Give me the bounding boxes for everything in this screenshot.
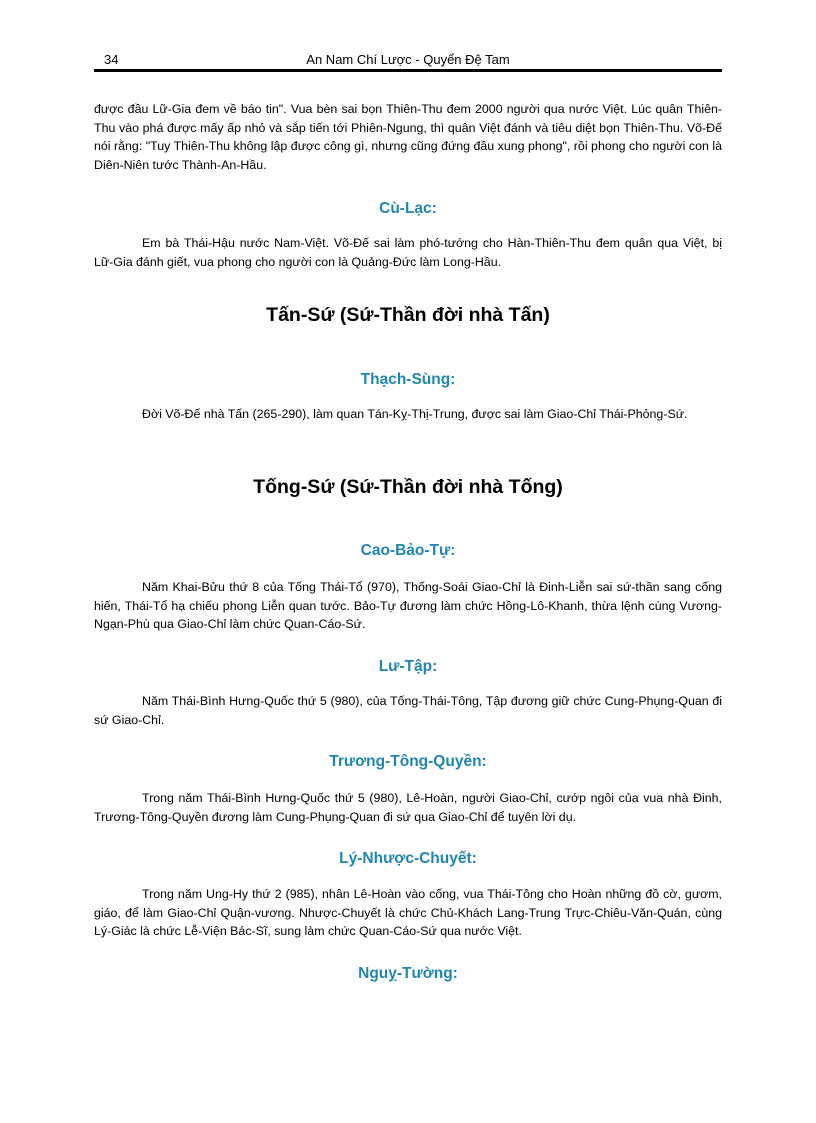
header-rule [94,69,722,72]
paragraph-truong-tong-quyen: Trong năm Thái-Bình Hưng-Quốc thứ 5 (980), Lê-Hoàn, người Giao-Chỉ, cướp ngôi của vua nhà Đinh, Trương-Tông-Quyền đương làm Cung-Phụng-Quan đi sứ qua Giao-Chỉ để tuyên lời dụ. [94,791,722,824]
section-heading-tong-su: Tống-Sứ (Sứ-Thần đời nhà Tống) [253,476,563,498]
subheading-lu-tap: Lư-Tập: [378,658,438,675]
paragraph-lu-tap: Năm Thái-Bình Hưng-Quốc thứ 5 (980), của Tống-Thái-Tông, Tập đương giữ chức Cung-Phụng-Quan đi sứ Giao-Chỉ. [94,694,722,727]
paragraph-continuation: được đầu Lữ-Gia đem về báo tin". Vua bèn sai bọn Thiên-Thu đem 2000 người qua nước Việt. Lúc quân Thiên-Thu vào phá được mấy ấp nhỏ và sắp tiến tới Phiên-Ngung, thì quân Việt đánh và tiêu diệt bọn Thiên-Thu. Võ-Đế nói rằng: "Tuy Thiên-Thu không lập được công gì, nhưng cũng đứng đầu xung phong", rồi phong cho người con là Diên-Niên tước Thành-An-Hầu. [94,102,722,172]
paragraph-cao-bao-tu: Năm Khai-Bửu thứ 8 của Tống Thái-Tổ (970), Thống-Soái Giao-Chỉ là Đinh-Liễn sai sứ-thần sang cống hiến, Thái-Tổ hạ chiếu phong Liễn quan tước. Bảo-Tự đương làm chức Hồng-Lô-Khanh, thừa lệnh cùng Vương-Ngạn-Phù qua Giao-Chỉ làm chức Quan-Cáo-Sứ. [94,580,722,631]
subheading-ly-nhuoc-chuyet: Lý-Nhược-Chuyết: [339,850,477,867]
paragraph-cu-lac: Em bà Thái-Hậu nước Nam-Việt. Võ-Đế sai làm phó-tướng cho Hàn-Thiên-Thu đem quân qua Việt, bị Lữ-Gia đánh giết, vua phong cho người con là Quảng-Đức làm Long-Hầu. [94,236,722,269]
subheading-thach-sung: Thạch-Sùng: [360,371,456,388]
subheading-nguy-tuong: Nguỵ-Tường: [358,965,458,982]
subheading-cu-lac: Cù-Lạc: [379,200,437,217]
subheading-truong-tong-quyen: Trương-Tông-Quyền: [329,753,487,770]
running-title: An Nam Chí Lược - Quyển Đệ Tam [306,52,510,67]
paragraph-ly-nhuoc-chuyet: Trong năm Ung-Hy thứ 2 (985), nhân Lê-Hoàn vào cống, vua Thái-Tông cho Hoàn những đồ cờ, gươm, giáo, để làm Giao-Chỉ Quận-vương. Nhược-Chuyết là chức Chủ-Khách Lang-Trung Trực-Chiêu-Văn-Quán, cùng Lý-Giác là chức Lễ-Viện Bác-Sĩ, sung làm chức Quan-Cáo-Sứ qua nước Việt. [94,887,722,938]
section-heading-tan-su: Tấn-Sứ (Sứ-Thần đời nhà Tấn) [266,304,550,326]
subheading-cao-bao-tu: Cao-Bảo-Tự: [360,542,456,559]
paragraph-thach-sung: Đời Võ-Đế nhà Tấn (265-290), làm quan Tán-Kỵ-Thị-Trung, được sai làm Giao-Chỉ Thái-Phỏng-Sứ. [142,407,688,421]
page-header [94,50,722,70]
page-number: 34 [104,52,119,67]
